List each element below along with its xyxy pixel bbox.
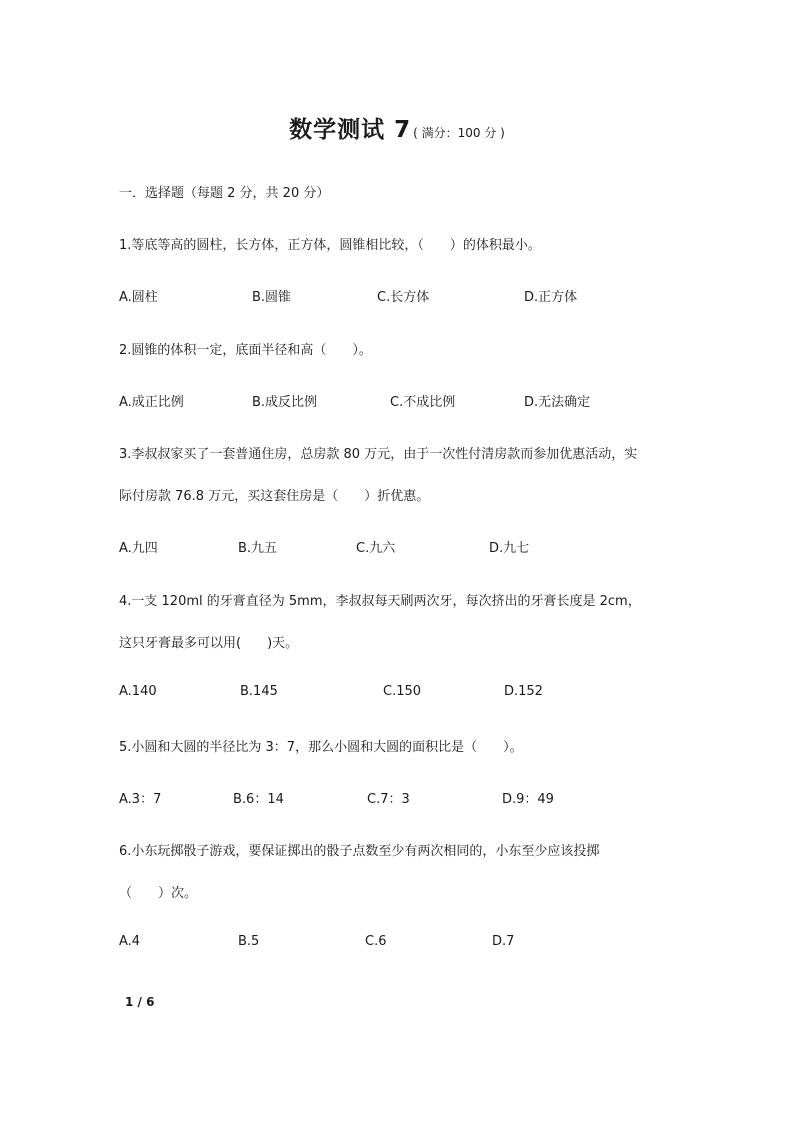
question-5-option-c: C.7：3: [367, 792, 410, 807]
question-3-option-c: C.九六: [356, 541, 396, 556]
question-2-option-a: A.成正比例: [119, 395, 184, 410]
section-heading: 一．选择题（每题 2 分，共 20 分）: [119, 186, 330, 201]
title-text: 数学测试 7: [289, 117, 412, 143]
question-4-text-line-2: 这只牙膏最多可以用( )天。: [119, 636, 299, 651]
question-6-text-line-1: 6.小东玩掷骰子游戏，要保证掷出的骰子点数至少有两次相同的，小东至少应该投掷: [119, 844, 600, 859]
question-2-option-d: D.无法确定: [524, 395, 591, 410]
question-5-option-b: B.6：14: [233, 792, 284, 807]
question-6-text-line-2: （ ）次。: [119, 886, 198, 901]
question-1-option-b: B.圆锥: [252, 290, 292, 305]
question-4-text-line-1: 4.一支 120ml 的牙膏直径为 5mm，李叔叔每天刷两次牙，每次挤出的牙膏长度是 2cm，: [119, 594, 641, 609]
question-4-option-d: D.152: [504, 684, 543, 699]
question-2-option-c: C.不成比例: [390, 395, 456, 410]
page-number: 1 / 6: [125, 995, 155, 1009]
question-3-option-a: A.九四: [119, 541, 158, 556]
question-4-option-c: C.150: [383, 684, 422, 699]
question-6-option-c: C.6: [365, 934, 387, 949]
question-5-option-a: A.3：7: [119, 792, 162, 807]
question-3-text-line-2: 际付房款 76.8 万元，买这套住房是（ ）折优惠。: [119, 489, 430, 504]
question-2-text: 2.圆锥的体积一定，底面半径和高（ ）。: [119, 343, 372, 358]
question-3-text-line-1: 3.李叔叔家买了一套普通住房，总房款 80 万元，由于一次性付清房款而参加优惠活动，实: [119, 447, 638, 462]
question-4-option-a: A.140: [119, 684, 157, 699]
question-5-text: 5.小圆和大圆的半径比为 3：7，那么小圆和大圆的面积比是（ ）。: [119, 740, 523, 755]
question-4-option-b: B.145: [240, 684, 278, 699]
document-title: [0, 111, 794, 144]
question-1-option-a: A.圆柱: [119, 290, 158, 305]
question-3-option-b: B.九五: [238, 541, 278, 556]
score-note: ( 满分：100 分 ): [413, 126, 505, 140]
question-3-option-d: D.九七: [489, 541, 530, 556]
question-5-option-d: D.9：49: [502, 792, 554, 807]
question-2-option-b: B.成反比例: [252, 395, 318, 410]
question-1-option-c: C.长方体: [377, 290, 430, 305]
question-6-option-a: A.4: [119, 934, 141, 949]
question-6-option-d: D.7: [492, 934, 515, 949]
question-6-option-b: B.5: [238, 934, 260, 949]
question-1-option-d: D.正方体: [524, 290, 578, 305]
question-1-text: 1.等底等高的圆柱，长方体，正方体，圆锥相比较，（ ）的体积最小。: [119, 238, 541, 253]
